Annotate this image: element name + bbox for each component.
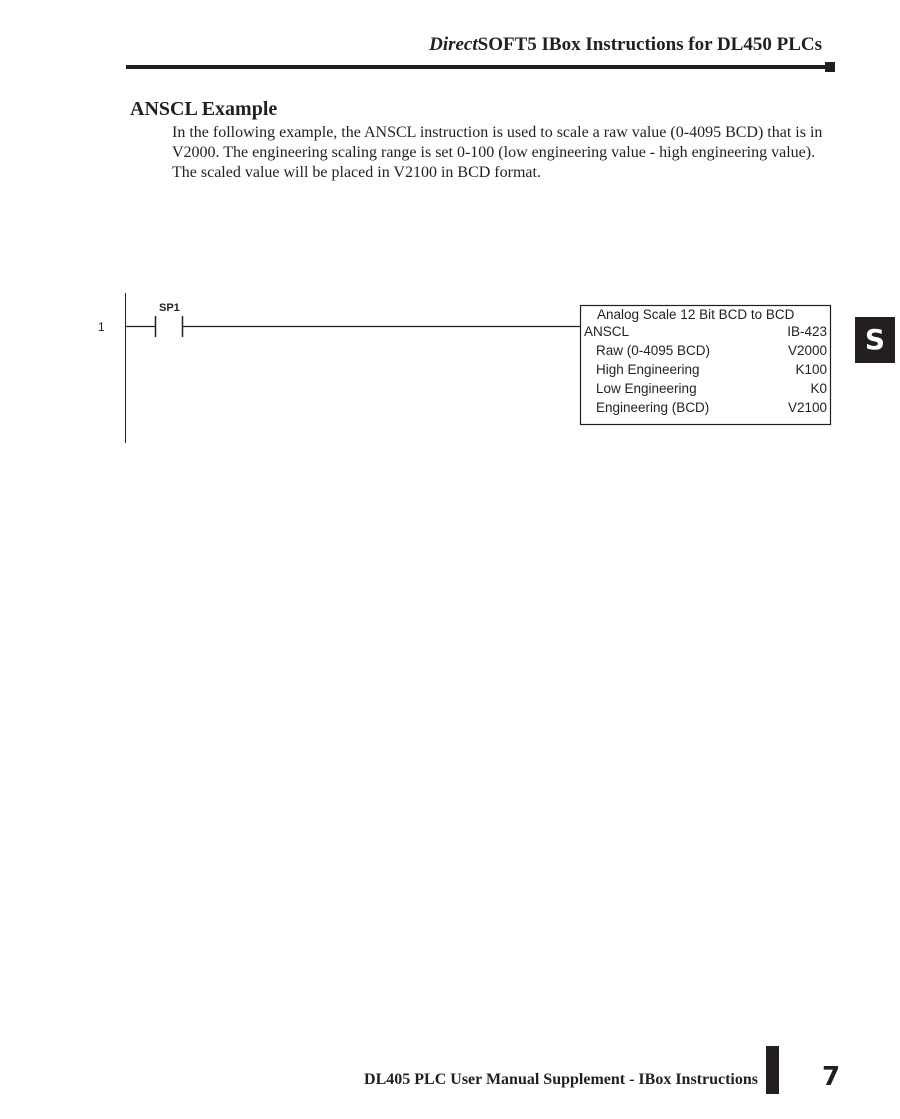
ibox-param-label: High Engineering: [596, 362, 700, 377]
ibox-param-value: K100: [795, 362, 827, 377]
contact-label: SP1: [159, 302, 180, 314]
ibox-param-label: Low Engineering: [596, 381, 697, 396]
rung-number: 1: [98, 320, 105, 334]
page-number: 7: [822, 1062, 841, 1092]
section-title: ANSCL Example: [130, 98, 278, 120]
header-brand: Direct: [429, 34, 478, 55]
footer-bar: [766, 1046, 779, 1094]
ibox-param-value: V2000: [787, 343, 827, 358]
ibox-mnemonic: ANSCL: [584, 324, 630, 339]
section-paragraph: In the following example, the ANSCL instruction is used to scale a raw value (0-4095 BCD) that is in V2000. The engineering scaling range is set 0-100 (low engineering value - high engineering value). The scaled value will be placed in V2100 in BCD format.: [172, 124, 823, 181]
chapter-tab: S: [855, 317, 895, 363]
ibox-title: Analog Scale 12 Bit BCD to BCD: [597, 307, 795, 322]
normally-open-contact-icon: [126, 316, 581, 337]
ibox-instruction: [581, 306, 831, 425]
footer-text: DL405 PLC User Manual Supplement - IBox Instructions: [364, 1071, 758, 1088]
ibox-number: IB-423: [787, 324, 827, 339]
ibox-param-value: K0: [810, 381, 827, 396]
ibox-param-label: Raw (0-4095 BCD): [596, 343, 711, 358]
ibox-param-value: V2100: [787, 400, 827, 415]
header-title-rest: SOFT5 IBox Instructions for DL450 PLCs: [477, 34, 822, 55]
ibox-param-label: Engineering (BCD): [596, 400, 710, 415]
